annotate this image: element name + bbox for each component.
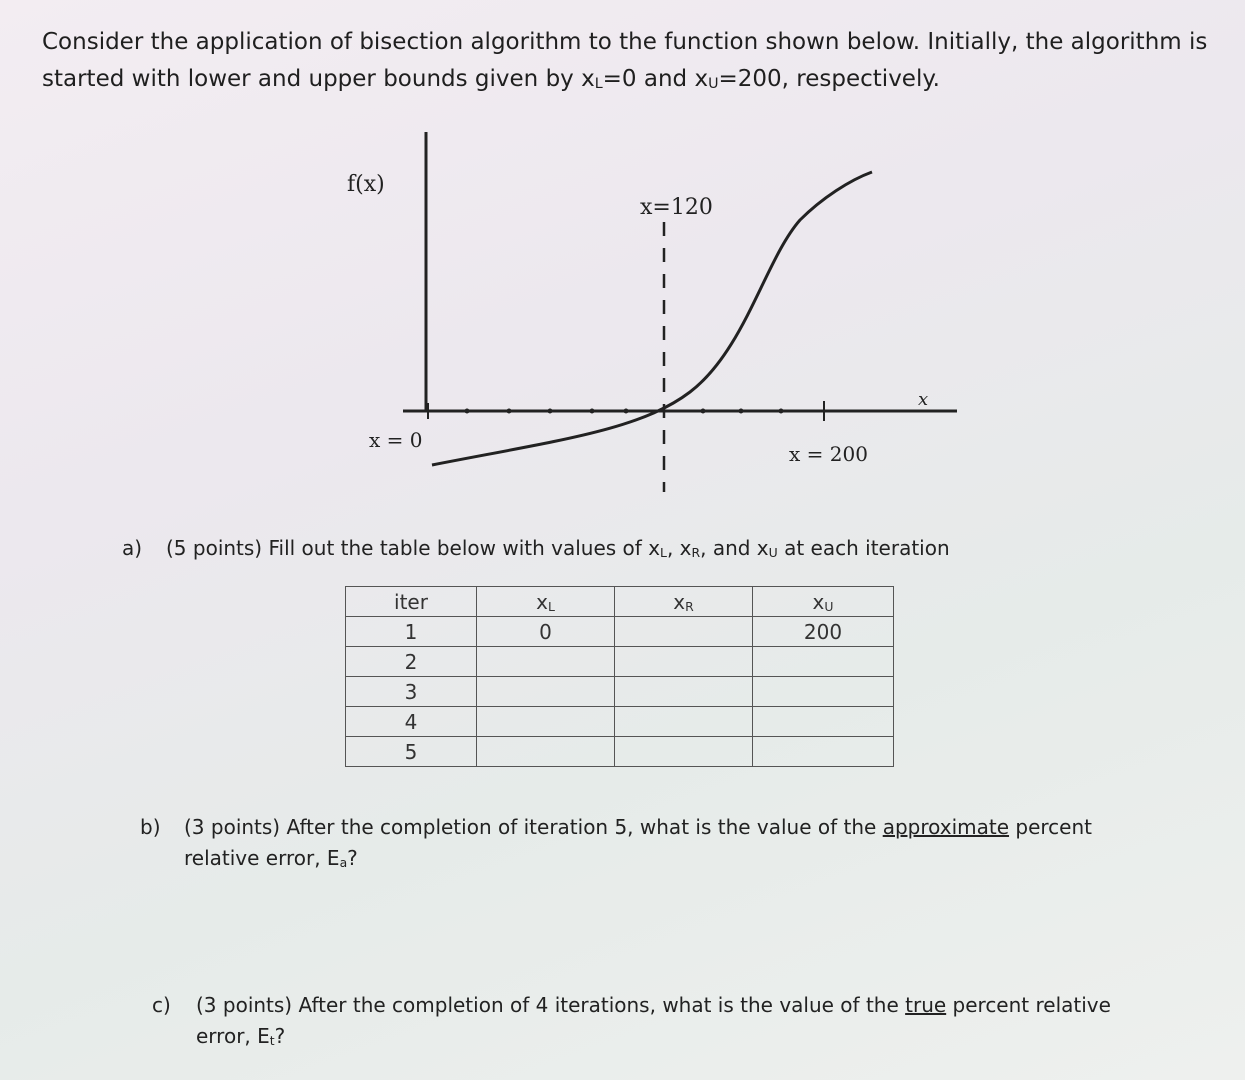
question-a [122,536,950,560]
header-text: x [673,589,686,614]
table-row [346,707,894,737]
cell-xu[interactable] [753,677,894,707]
subscript: L [594,76,603,93]
table-row [346,677,894,707]
intro-line-1: Consider the application of bisection algorithm to the function shown below. Initially, the algorithm is [42,29,1208,55]
right-bound-label: x = 200 [789,442,868,466]
question-text: (3 points) After the completion of 4 iterations, what is the value of the [196,993,906,1017]
question-text: percent relative [946,993,1111,1017]
table-row [346,737,894,767]
cell-xl[interactable] [477,707,615,737]
header-text: x [812,589,825,614]
cell-xu[interactable] [753,647,894,677]
cell-xl[interactable] [477,737,615,767]
question-text: ? [274,1024,286,1048]
header-iter: iter [346,587,477,617]
question-b [140,812,1190,878]
question-line-2 [140,843,1190,878]
question-text: (3 points) After the completion of iteration 5, what is the value of the [184,815,883,839]
header-text: x [536,589,548,614]
subscript: R [685,598,694,614]
subscript: a [339,854,348,870]
cell-xl[interactable] [477,647,615,677]
y-axis-label: f(x) [347,172,385,197]
question-text: at each iteration [777,536,950,560]
question-label: a) [122,536,143,560]
cell-xr[interactable] [615,707,753,737]
cell-xr[interactable] [615,617,753,647]
subscript: U [708,76,719,93]
cell-xu[interactable] [753,707,894,737]
header-xu [753,587,894,617]
question-text: relative error, E [184,846,340,870]
vline-label: x=120 [640,195,713,220]
function-graph [0,0,1245,520]
cell-xr[interactable] [615,677,753,707]
cell-iter: 4 [346,707,477,737]
subscript: L [660,544,667,560]
question-text: percent [1009,815,1092,839]
question-text: error, E [196,1024,270,1048]
cell-iter: 1 [346,617,477,647]
question-line-2 [152,1021,1182,1056]
subscript: t [269,1032,275,1048]
table-row [346,617,894,647]
question-text: , and x [700,536,769,560]
underlined-word: approximate [882,815,1010,839]
question-c [152,990,1182,1056]
cell-xr[interactable] [615,737,753,767]
underlined-word: true [905,993,947,1017]
intro-text: started with lower and upper bounds given by x [42,66,595,92]
table-row [346,647,894,677]
subscript: U [768,544,778,560]
cell-iter: 3 [346,677,477,707]
cell-xr[interactable] [615,647,753,677]
cell-xu[interactable]: 200 [753,617,894,647]
iteration-table [345,586,894,767]
left-bound-label: x = 0 [369,428,423,452]
question-text: ? [347,846,358,870]
question-text: (5 points) Fill out the table below with values of x [166,536,661,560]
cell-iter: 2 [346,647,477,677]
intro-text: =200, respectively. [718,66,940,92]
question-label: b) [140,815,161,839]
question-text: , x [666,536,692,560]
cell-iter: 5 [346,737,477,767]
cell-xl[interactable] [477,677,615,707]
table-header-row [346,587,894,617]
subscript: U [824,598,834,614]
question-label: c) [152,993,171,1017]
cell-xu[interactable] [753,737,894,767]
header-xr [615,587,753,617]
subscript: R [691,544,701,560]
intro-text: =0 and x [602,66,709,92]
subscript: L [547,598,555,614]
cell-xl[interactable]: 0 [477,617,615,647]
header-xl [477,587,615,617]
x-axis-label: x [918,389,929,410]
